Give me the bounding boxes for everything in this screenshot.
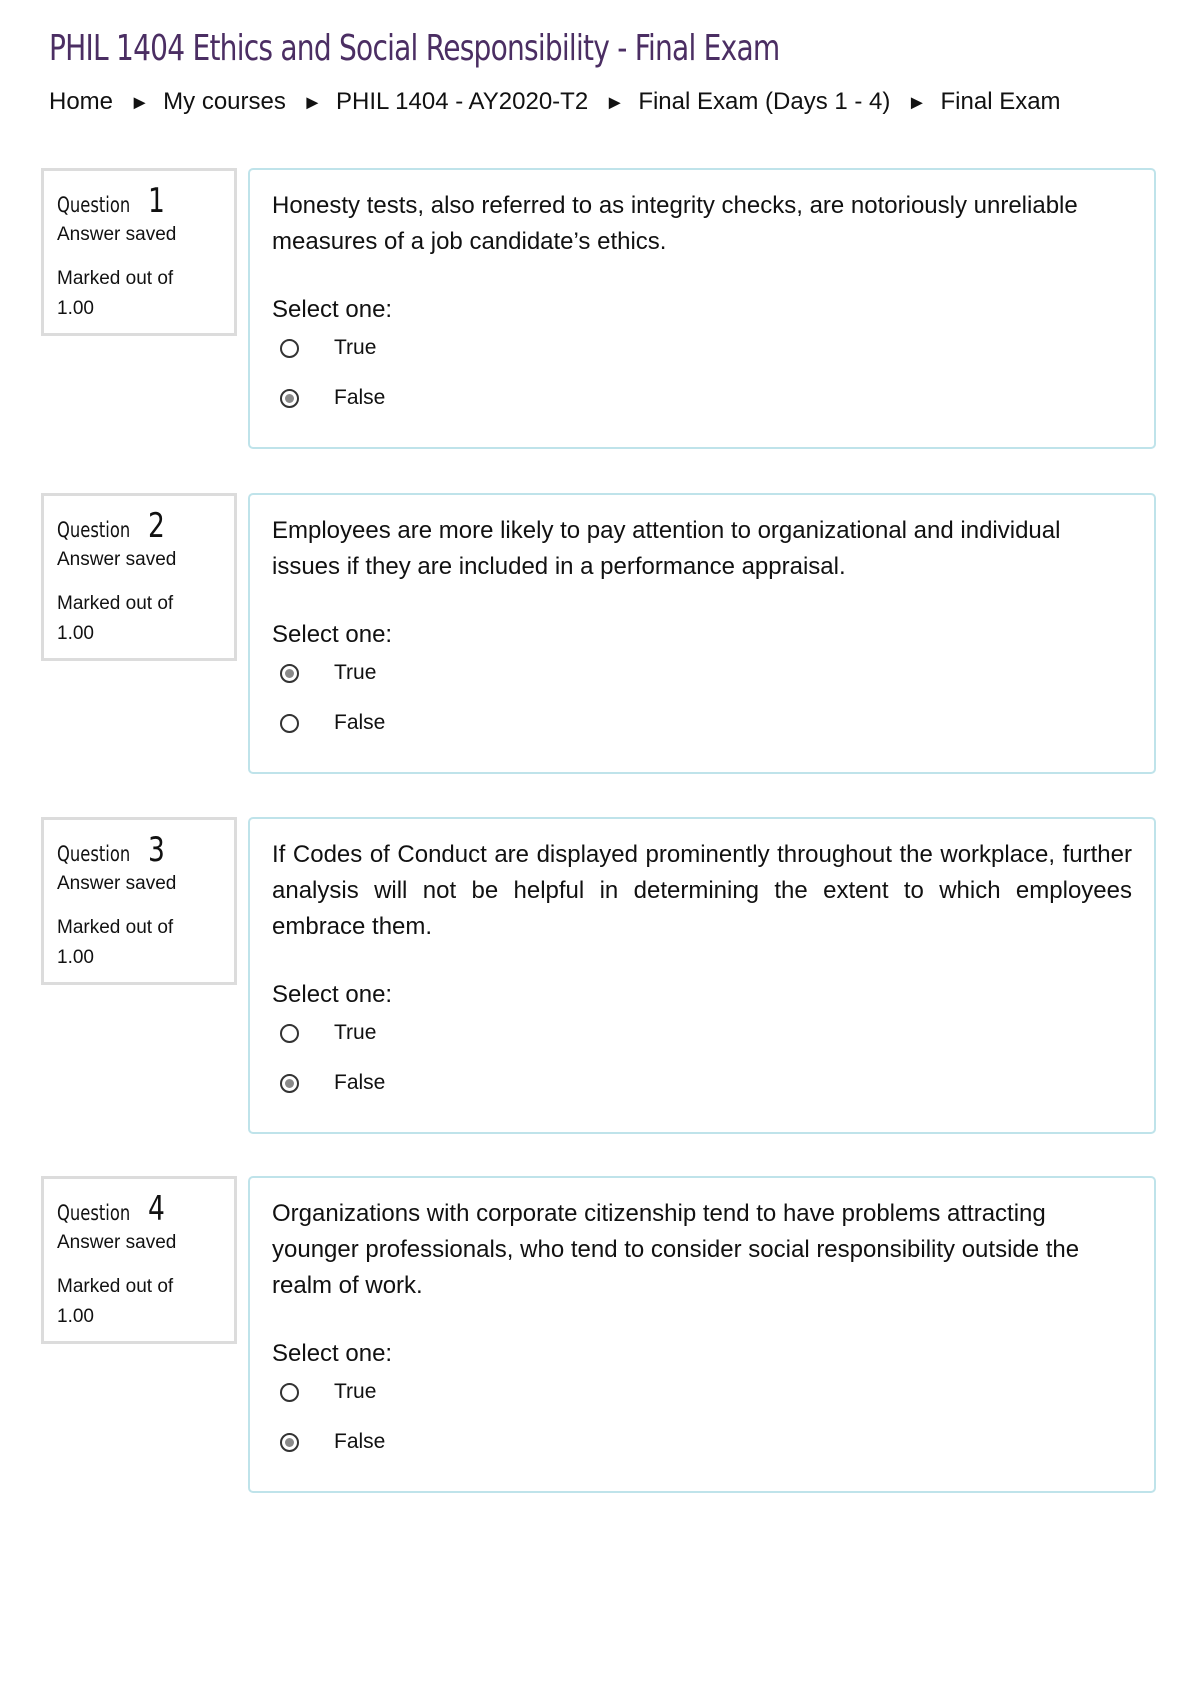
question-label: Question	[57, 842, 131, 866]
question-text: Honesty tests, also referred to as integrity checks, are notoriously unreliable measures of a job candidate’s ethics.	[272, 192, 1078, 255]
option-label: False	[334, 1430, 386, 1453]
breadcrumb	[49, 88, 1061, 116]
question-label: Question	[57, 193, 131, 217]
question-info-panel	[41, 1176, 237, 1344]
question-grade: Marked out of 1.00	[57, 593, 174, 644]
question-grade: Marked out of 1.00	[57, 1276, 174, 1327]
breadcrumb-current-page[interactable]: Final Exam	[940, 88, 1061, 115]
option-true[interactable]	[272, 1374, 1132, 1424]
question-content	[248, 817, 1156, 1134]
option-true[interactable]	[272, 1015, 1132, 1065]
question-text: Organizations with corporate citizenship tend to have problems attracting younger professionals, who tend to consider social responsibility outside the realm of work.	[272, 1200, 1080, 1299]
question-info-panel	[41, 817, 237, 985]
question-number: 2	[148, 506, 165, 546]
radio-selected-icon[interactable]	[280, 389, 299, 408]
breadcrumb-separator-icon: ►	[129, 92, 150, 114]
option-false[interactable]	[272, 1065, 1132, 1115]
breadcrumb-separator-icon: ►	[907, 92, 927, 114]
radio-unselected-icon[interactable]	[280, 714, 299, 733]
page-title: PHIL 1404 Ethics and Social Responsibility - Final Exam	[49, 28, 780, 69]
radio-unselected-icon[interactable]	[280, 339, 299, 358]
option-label: True	[334, 336, 377, 359]
select-one-prompt: Select one:	[272, 296, 393, 323]
radio-selected-icon[interactable]	[280, 1074, 299, 1093]
option-label: True	[334, 661, 377, 684]
radio-unselected-icon[interactable]	[280, 1383, 299, 1402]
option-false[interactable]	[272, 1424, 1132, 1474]
breadcrumb-separator-icon: ►	[302, 92, 323, 114]
breadcrumb-home[interactable]: Home	[49, 88, 114, 115]
option-label: False	[334, 1071, 386, 1094]
question-number: 4	[148, 1189, 165, 1229]
select-one-prompt: Select one:	[272, 981, 393, 1008]
breadcrumb-course[interactable]: PHIL 1404 - AY2020-T2	[336, 88, 589, 115]
option-false[interactable]	[272, 705, 1132, 755]
question-info-panel	[41, 168, 237, 336]
radio-selected-icon[interactable]	[280, 1433, 299, 1452]
option-label: True	[334, 1021, 377, 1044]
question-state: Answer saved	[57, 224, 177, 245]
question-state: Answer saved	[57, 549, 177, 570]
select-one-prompt: Select one:	[272, 621, 393, 648]
select-one-prompt: Select one:	[272, 1340, 393, 1367]
question-grade: Marked out of 1.00	[57, 917, 174, 968]
question-text: If Codes of Conduct are displayed prominently throughout the workplace, further analysis will not be helpful in determining the extent to which employees embrace them.	[272, 841, 1132, 940]
breadcrumb-my-courses[interactable]: My courses	[163, 88, 286, 115]
question-grade: Marked out of 1.00	[57, 268, 174, 319]
option-true[interactable]	[272, 330, 1132, 380]
question-text: Employees are more likely to pay attention to organizational and individual issues if they are included in a performance appraisal.	[272, 517, 1061, 580]
question-number: 1	[148, 181, 165, 221]
question-content	[248, 1176, 1156, 1493]
question-state: Answer saved	[57, 873, 177, 894]
question-state: Answer saved	[57, 1232, 177, 1253]
breadcrumb-exam-section[interactable]: Final Exam (Days 1 - 4)	[638, 88, 891, 115]
question-number: 3	[148, 830, 165, 870]
question-content	[248, 168, 1156, 449]
option-true[interactable]	[272, 655, 1132, 705]
radio-selected-icon[interactable]	[280, 664, 299, 683]
breadcrumb-separator-icon: ►	[604, 92, 625, 114]
option-label: False	[334, 711, 386, 734]
option-label: False	[334, 386, 386, 409]
question-label: Question	[57, 1201, 131, 1225]
question-info-panel	[41, 493, 237, 661]
question-content	[248, 493, 1156, 774]
option-label: True	[334, 1380, 377, 1403]
radio-unselected-icon[interactable]	[280, 1024, 299, 1043]
question-label: Question	[57, 518, 131, 542]
option-false[interactable]	[272, 380, 1132, 430]
